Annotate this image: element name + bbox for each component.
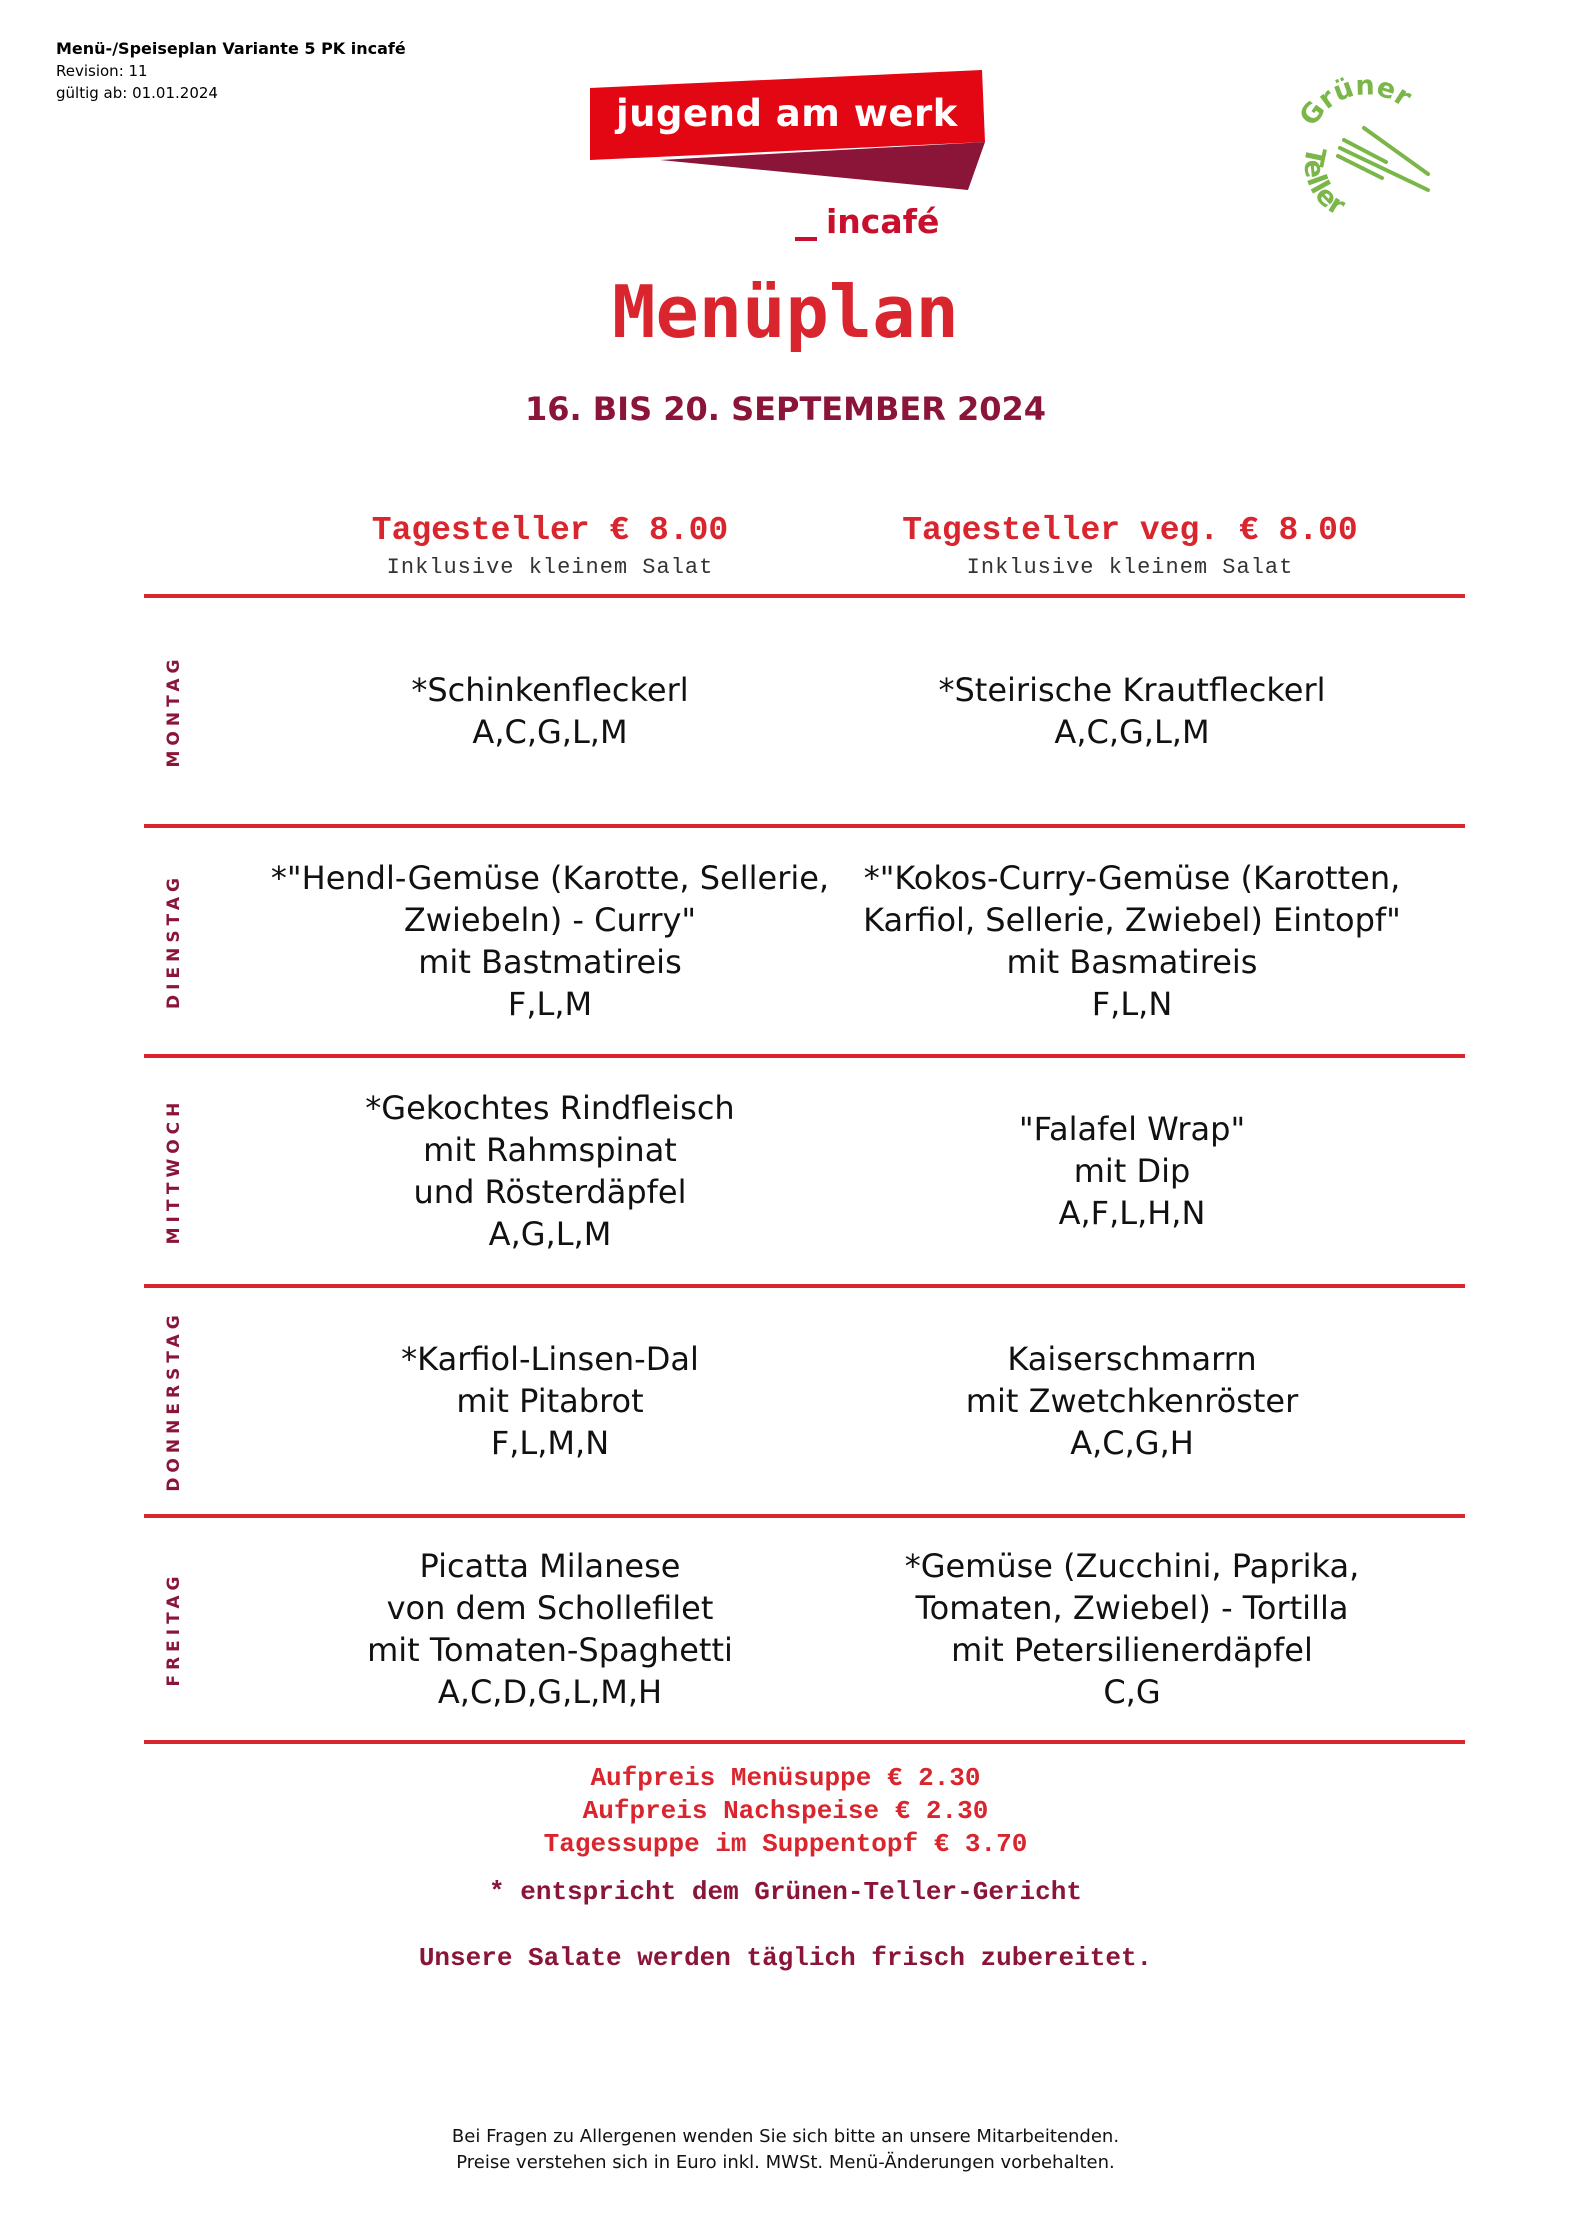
day-row-dienstag (144, 828, 1465, 1054)
day-label: DONNERSTAG (164, 1310, 184, 1492)
document-title: Menü-/Speiseplan Variante 5 PK incafé (56, 39, 406, 58)
dish-meat: *Gekochtes Rindfleisch mit Rahmspinat und Rösterdäpfel A,G,L,M (365, 1089, 735, 1253)
svg-text:Teller (1297, 144, 1351, 222)
dish-veg: "Falafel Wrap" mit Dip A,F,L,H,N (1018, 1110, 1246, 1232)
page-title: Menüplan (612, 270, 959, 354)
document-meta (56, 38, 406, 104)
badge-line2: Teller (1297, 144, 1351, 223)
badge-line1: Grüner (1293, 70, 1417, 132)
surcharge-dessert: Aufpreis Nachspeise € 2.30 (582, 1796, 989, 1826)
dish-meat: *Schinkenfleckerl A,C,G,L,M (411, 671, 689, 751)
divider (144, 1740, 1465, 1744)
incafe-label: incafé (826, 202, 940, 241)
column-sub: Inklusive kleinem Salat (386, 555, 714, 580)
gruener-teller-icon (1278, 70, 1448, 240)
column-header-meat (270, 512, 830, 580)
gruener-teller-badge (1278, 70, 1448, 240)
dish-meat: Picatta Milanese von dem Schollefilet mit Tomaten-Spaghetti A,C,D,G,L,M,H (367, 1547, 733, 1711)
dish-veg: *Gemüse (Zucchini, Paprika, Tomaten, Zwiebel) - Tortilla mit Petersilienerdäpfel C,G (904, 1547, 1360, 1711)
revision: Revision: 11 (56, 62, 148, 80)
surcharges (0, 1762, 1571, 1861)
column-header-veg (850, 512, 1410, 580)
salad-note: Unsere Salate werden täglich frisch zubereitet. (418, 1943, 1153, 1973)
footer (0, 2124, 1571, 2176)
incafe-wordmark (795, 202, 939, 241)
surcharge-soup-pot: Tagessuppe im Suppentopf € 3.70 (543, 1829, 1028, 1859)
column-label: Tagesteller veg. € 8.00 (902, 512, 1358, 549)
dish-veg: *Steirische Krautfleckerl A,C,G,L,M (938, 671, 1326, 751)
day-row-freitag (144, 1518, 1465, 1740)
dish-veg: Kaiserschmarrn mit Zwetchkenröster A,C,G,H (965, 1340, 1299, 1462)
day-label: MITTWOCH (164, 1097, 184, 1245)
dish-meat: *"Hendl-Gemüse (Karotte, Sellerie, Zwiebeln) - Curry" mit Bastmatireis F,L,M (270, 859, 830, 1023)
dish-veg: *"Kokos-Curry-Gemüse (Karotten, Karfiol, Sellerie, Zwiebel) Eintopf" mit Basmatireis F,L,N (863, 859, 1401, 1023)
footer-allergens: Bei Fragen zu Allergenen wenden Sie sich bitte an unsere Mitarbeitenden. (451, 2126, 1120, 2147)
column-sub: Inklusive kleinem Salat (966, 555, 1294, 580)
day-row-donnerstag (144, 1288, 1465, 1514)
valid-from: gültig ab: 01.01.2024 (56, 84, 218, 102)
dish-meat: *Karfiol-Linsen-Dal mit Pitabrot F,L,M,N (401, 1340, 699, 1462)
day-row-montag (144, 598, 1465, 824)
day-label: DIENSTAG (164, 873, 184, 1009)
day-row-mittwoch (144, 1058, 1465, 1284)
surcharge-soup: Aufpreis Menüsuppe € 2.30 (590, 1763, 981, 1793)
footer-prices: Preise verstehen sich in Euro inkl. MWSt. Menü-Änderungen vorbehalten. (456, 2152, 1115, 2173)
day-label: MONTAG (164, 654, 184, 768)
svg-text:Grüner (1294, 70, 1418, 131)
day-label: FREITAG (164, 1571, 184, 1687)
jugend-am-werk-logo (590, 70, 990, 200)
date-range: 16. BIS 20. SEPTEMBER 2024 (524, 390, 1047, 428)
gruener-teller-note: * entspricht dem Grünen-Teller-Gericht (489, 1877, 1082, 1907)
column-label: Tagesteller € 8.00 (371, 512, 729, 549)
logo-text: jugend am werk _ (616, 92, 958, 178)
